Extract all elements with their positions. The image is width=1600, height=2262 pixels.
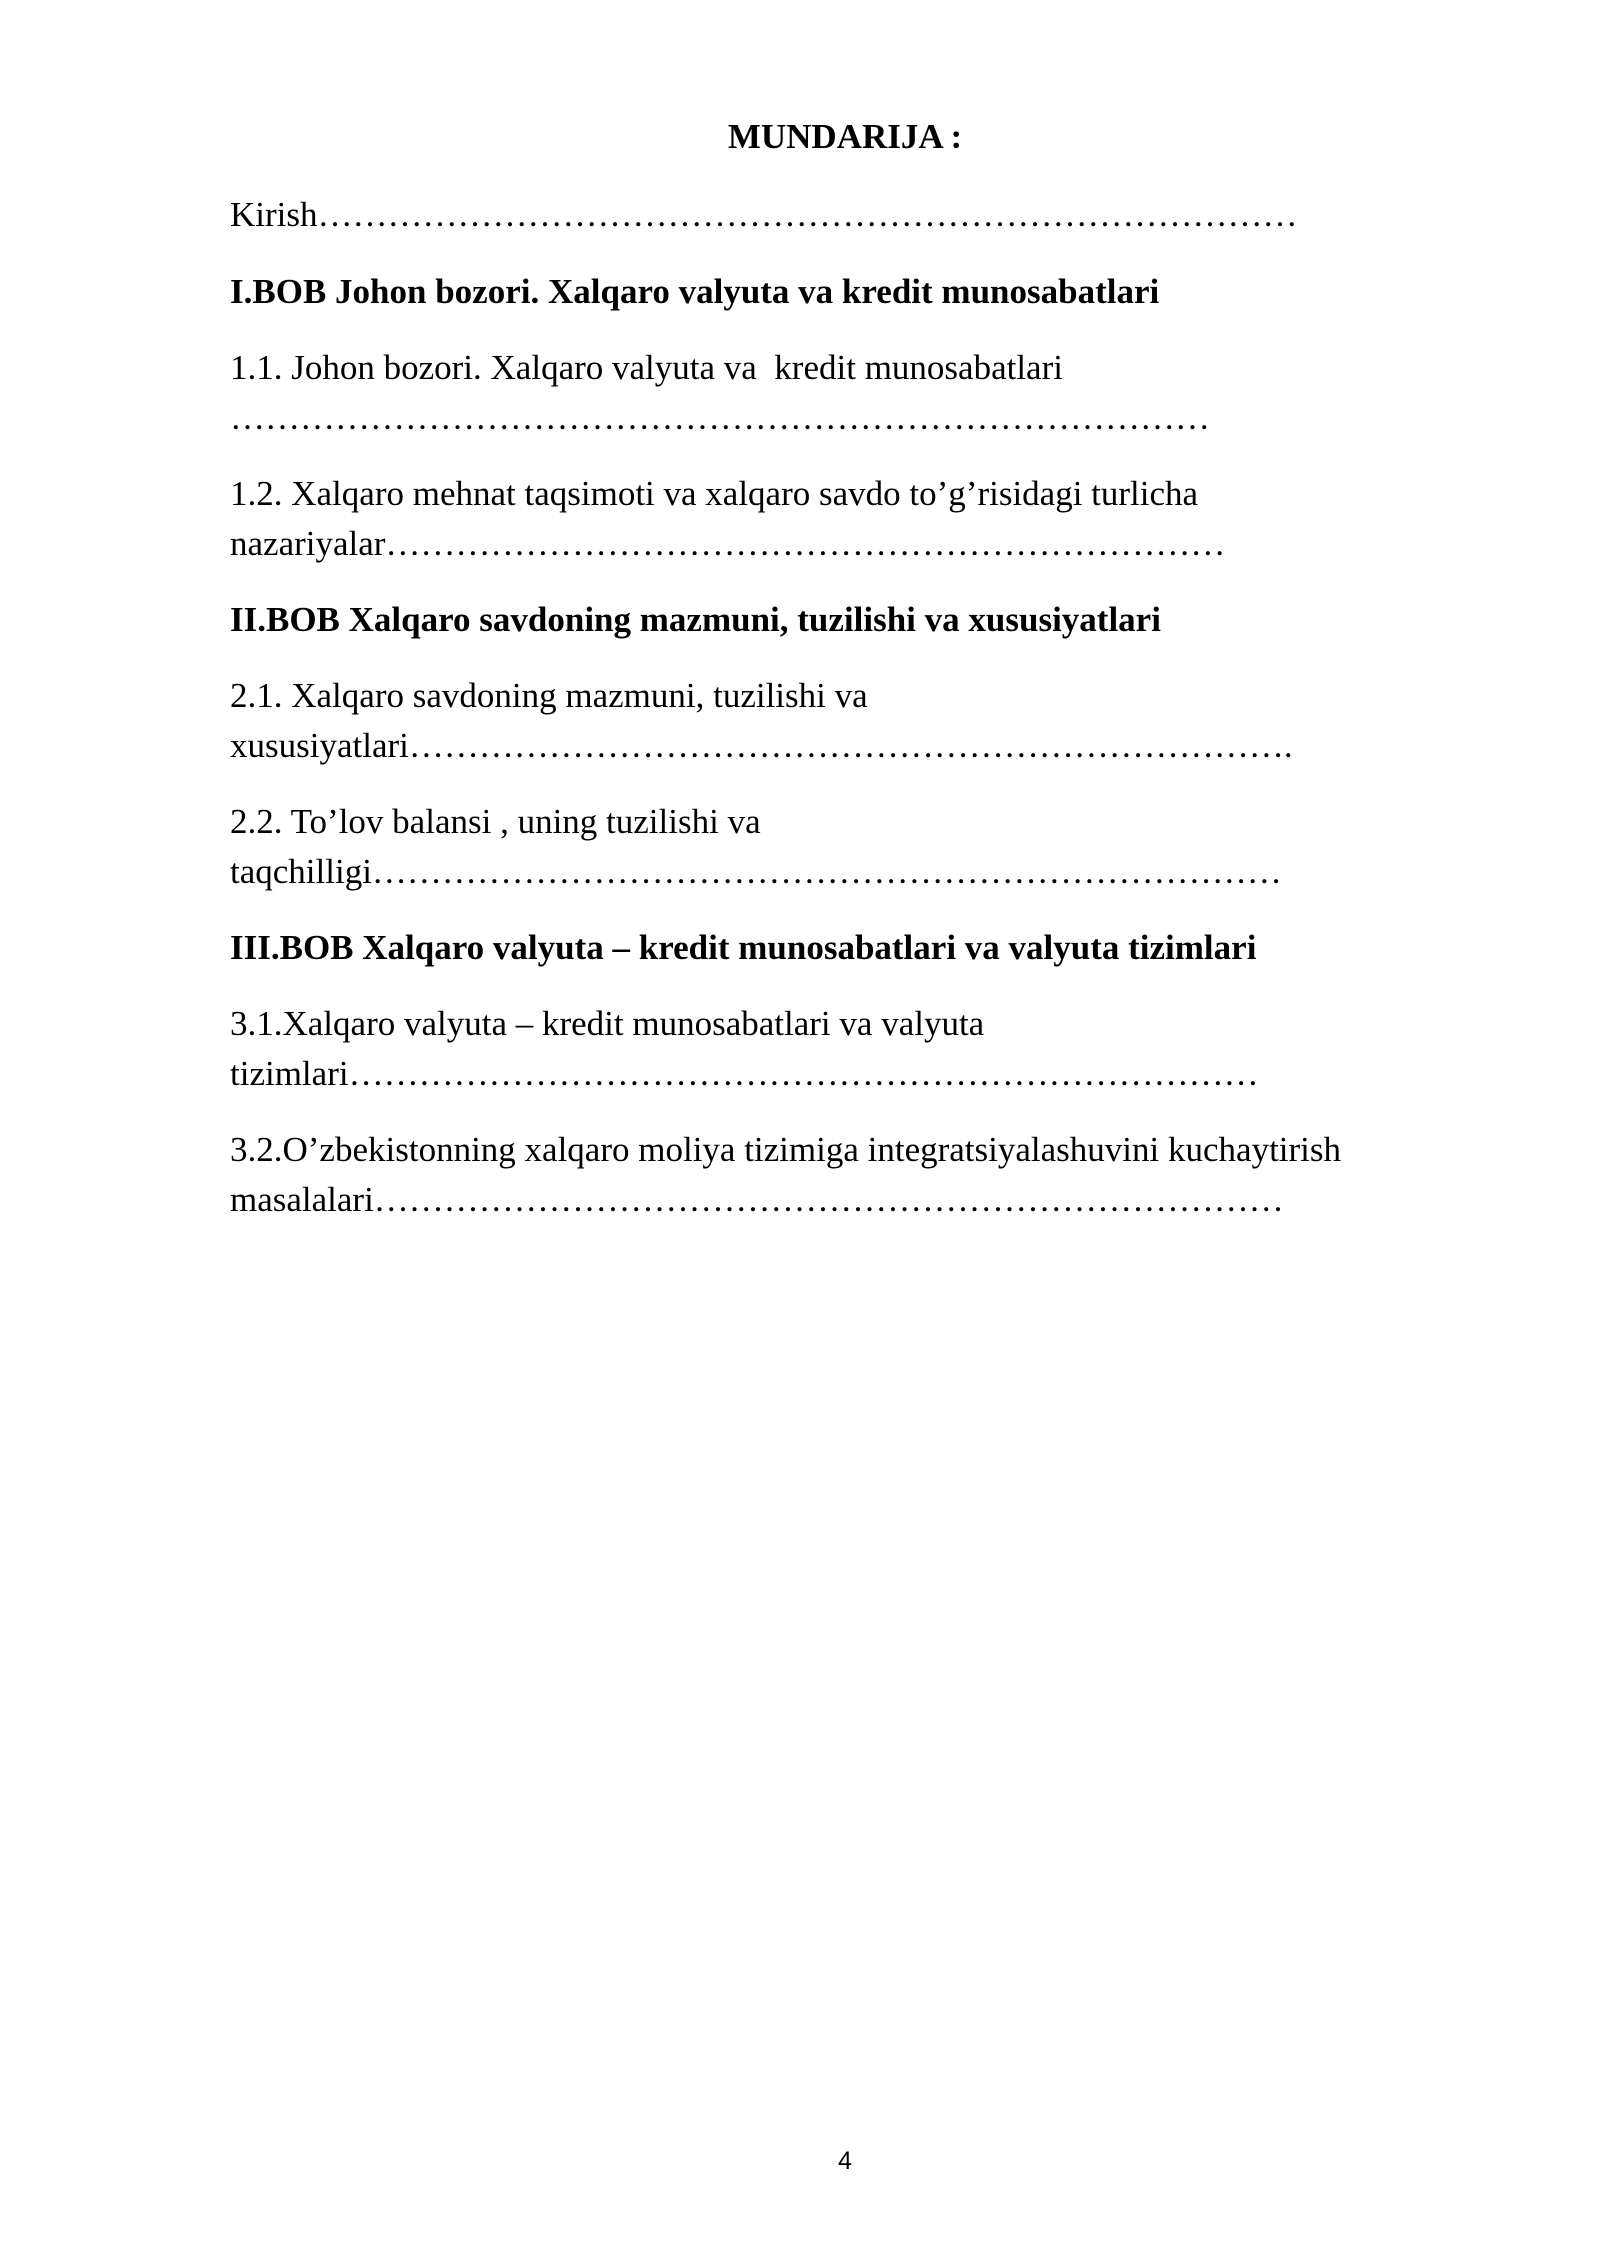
toc-section-2-1: 2.1. Xalqaro savdoning mazmuni, tuzilishi va xususiyatlari…………………………………………………………………. bbox=[230, 676, 1293, 765]
toc-section-3-1: 3.1.Xalqaro valyuta – kredit munosabatlari va valyuta tizimlari…………………………………………………………………… bbox=[230, 1004, 1259, 1093]
toc-chapter-1-heading: I.BOB Johon bozori. Xalqaro valyuta va kredit munosabatlari bbox=[230, 272, 1160, 311]
toc-section-3-2: 3.2.O’zbekistonning xalqaro moliya tizimiga integratsiyalashuvini kuchaytirish masalalari…………………………………………………………………… bbox=[230, 1130, 1350, 1219]
toc-section-2-2: 2.2. To’lov balansi , uning tuzilishi va taqchilligi…………………………………………………………………… bbox=[230, 802, 1282, 891]
table-of-contents bbox=[230, 190, 1490, 1251]
page-number: 4 bbox=[838, 2147, 852, 2175]
toc-chapter-2-heading: II.BOB Xalqaro savdoning mazmuni, tuzilishi va xususiyatlari bbox=[230, 600, 1161, 639]
toc-section-1-1: 1.1. Johon bozori. Xalqaro valyuta va kredit munosabatlari ………………………………………………………………………… bbox=[230, 348, 1210, 437]
page-title: MUNDARIJA : bbox=[727, 117, 963, 156]
toc-section-1-2: 1.2. Xalqaro mehnat taqsimoti va xalqaro savdo to’g’risidagi turlicha nazariyalar……………………………………………………………… bbox=[230, 474, 1226, 563]
toc-entry-introduction: Kirish………………………………………………………………………… bbox=[230, 195, 1298, 234]
toc-chapter-3-heading: III.BOB Xalqaro valyuta – kredit munosabatlari va valyuta tizimlari bbox=[230, 928, 1257, 967]
